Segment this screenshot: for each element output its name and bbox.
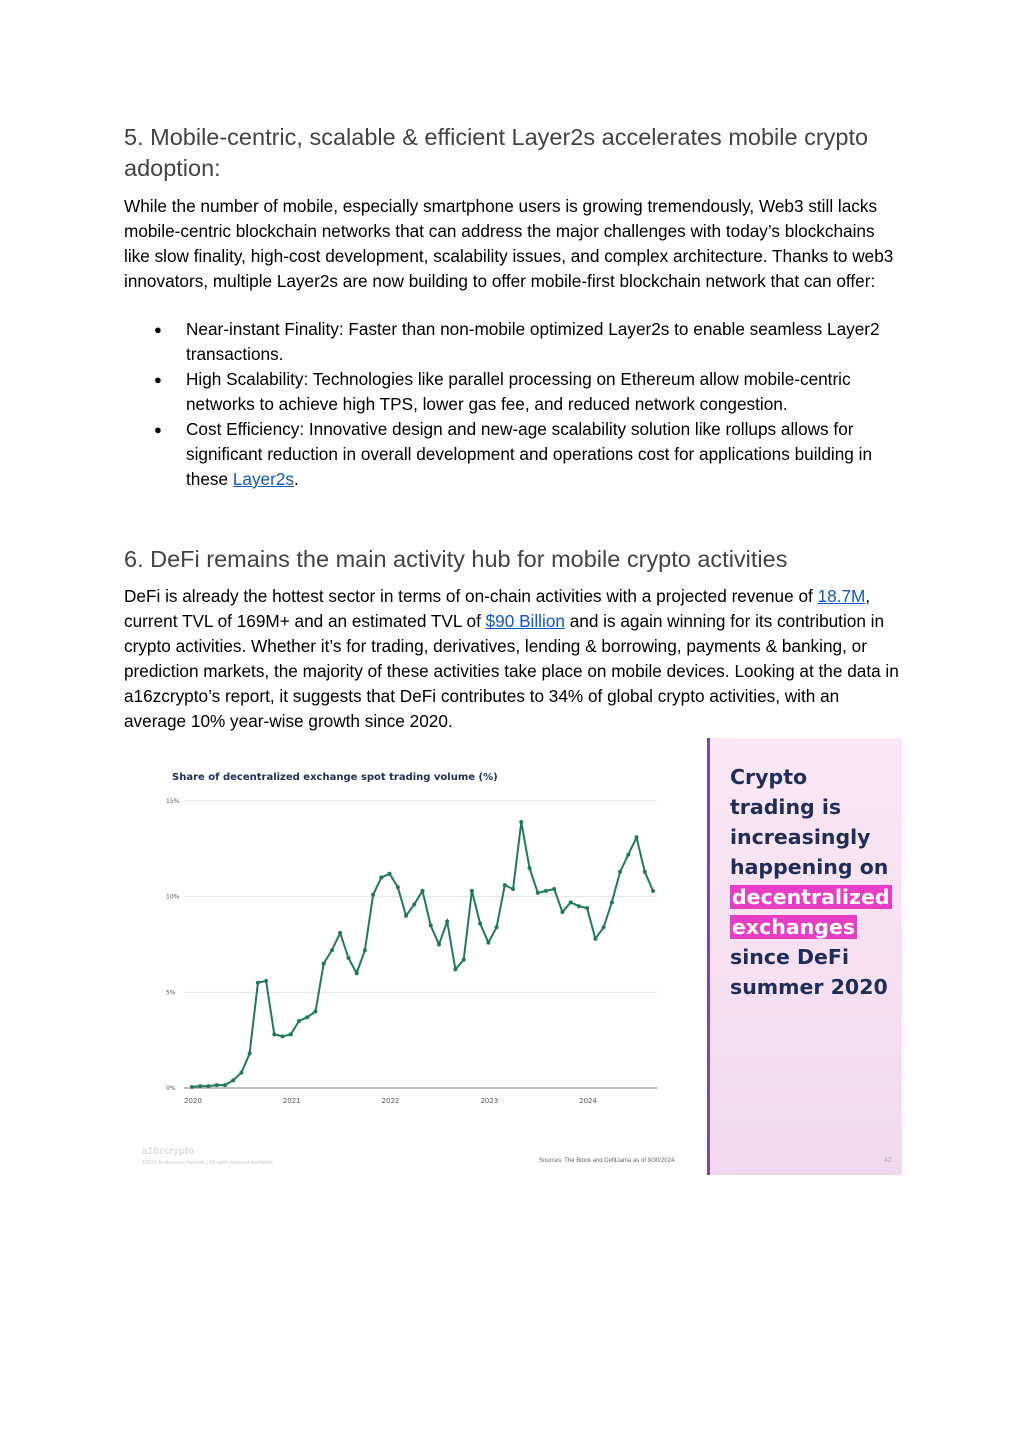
a16zcrypto-logo: a16zcrypto	[142, 1146, 195, 1157]
section6-paragraph	[124, 584, 904, 734]
bullet-dot-icon: ●	[154, 322, 162, 337]
data-point	[371, 893, 375, 897]
data-point	[536, 891, 540, 895]
data-point	[626, 853, 630, 857]
data-point	[511, 887, 515, 891]
bullet-text: Near-instant Finality: Faster than non-mobile optimized Layer2s to enable seamless Layer2 transactions.	[186, 319, 880, 364]
tvl-link[interactable]: $90 Billion	[485, 611, 565, 631]
data-point	[404, 914, 408, 918]
y-tick-label: 15%	[166, 798, 180, 805]
data-point	[429, 923, 433, 927]
data-point	[618, 870, 622, 874]
data-point	[346, 956, 350, 960]
data-point	[388, 872, 392, 876]
data-point	[289, 1032, 293, 1036]
section5-intro: While the number of mobile, especially smartphone users is growing tremendously, Web3 still lacks mobile-centric blockchain networks that can address the major challenges with today’s blockchains like slow finality, high-cost development, scalability issues, and complex architecture. Thanks to web3 innovators, multiple Layer2s are now building to offer mobile-first blockchain network that can offer:	[124, 196, 894, 291]
callout-highlight: exchanges	[732, 915, 856, 939]
data-point	[453, 967, 457, 971]
callout-line: increasingly	[730, 825, 871, 849]
data-point	[462, 958, 466, 962]
bullet-item	[124, 317, 904, 367]
data-point	[544, 889, 548, 893]
data-point	[223, 1083, 227, 1087]
data-point	[215, 1083, 219, 1087]
series-line	[192, 822, 653, 1087]
data-point	[206, 1084, 210, 1088]
bullet-dot-icon: ●	[154, 372, 162, 387]
section6-heading: 6. DeFi remains the main activity hub for mobile crypto activities	[124, 546, 788, 572]
data-point	[569, 900, 573, 904]
section6-text-1: DeFi is already the hottest sector in terms of on-chain activities with a projected revenue of	[124, 586, 818, 606]
data-point	[355, 971, 359, 975]
layer2s-link[interactable]: Layer2s	[232, 469, 294, 489]
data-point	[651, 889, 655, 893]
y-tick-label: 10%	[166, 893, 180, 901]
section6-text-2: , current TVL of 169M+ and an estimated TVL of	[124, 586, 871, 631]
x-tick-label: 2020	[184, 1097, 202, 1105]
callout-text	[730, 762, 900, 1002]
callout-line: summer 2020	[730, 975, 888, 999]
data-point	[486, 941, 490, 945]
data-point	[330, 948, 334, 952]
bullet-item	[124, 417, 904, 492]
data-point	[231, 1078, 235, 1082]
data-point	[528, 866, 532, 870]
data-point	[495, 925, 499, 929]
section5-heading: 5. Mobile-centric, scalable & efficient Layer2s accelerates mobile crypto adoption:	[124, 124, 869, 181]
bullet-text-end: .	[293, 469, 299, 489]
data-point	[305, 1015, 309, 1019]
data-point	[272, 1032, 276, 1036]
data-point	[503, 883, 507, 887]
data-point	[602, 925, 606, 929]
data-point	[635, 835, 639, 839]
data-point	[363, 948, 367, 952]
data-point	[379, 876, 383, 880]
y-tick-label: 5%	[166, 989, 176, 997]
bullet-dot-icon: ●	[154, 422, 162, 437]
data-point	[281, 1034, 285, 1038]
data-point	[437, 943, 441, 947]
data-point	[610, 900, 614, 904]
data-point	[560, 910, 564, 914]
x-tick-label: 2023	[480, 1097, 499, 1105]
dex-share-figure	[124, 738, 902, 1175]
data-point	[593, 937, 597, 941]
data-point	[256, 981, 260, 985]
data-point	[338, 931, 342, 935]
data-point	[322, 962, 326, 966]
data-point	[198, 1084, 202, 1088]
data-point	[313, 1009, 317, 1013]
data-point	[519, 820, 523, 824]
callout-line: Crypto	[730, 765, 808, 789]
data-point	[396, 885, 400, 889]
bullet-item	[124, 367, 904, 417]
data-point	[585, 906, 589, 910]
chart-title: Share of decentralized exchange spot trading volume (%)	[172, 772, 498, 783]
data-point	[421, 889, 425, 893]
x-tick-label: 2021	[282, 1097, 301, 1105]
data-point	[478, 921, 482, 925]
section5-bullet-list	[124, 317, 904, 492]
dex-share-chart	[124, 738, 707, 1175]
data-point	[577, 904, 581, 908]
data-point	[239, 1071, 243, 1075]
y-tick-label: 0%	[166, 1085, 176, 1092]
data-point	[643, 870, 647, 874]
data-point	[445, 920, 449, 924]
data-point	[297, 1019, 301, 1023]
revenue-link[interactable]: 18.7M	[817, 586, 866, 606]
callout-accent-bar	[707, 738, 710, 1175]
chart-source: Sources: The Block and DefiLlama as of 9/30/2024.	[539, 1158, 676, 1164]
callout-line: happening on	[730, 855, 889, 879]
callout-line: since DeFi	[730, 945, 849, 969]
data-point	[248, 1052, 252, 1056]
callout-highlight: decentralized	[732, 885, 890, 909]
x-tick-label: 2024	[579, 1097, 597, 1105]
x-tick-label: 2022	[381, 1097, 400, 1105]
page-number: 42	[884, 1157, 892, 1164]
data-point	[190, 1085, 194, 1089]
data-point	[470, 889, 474, 893]
data-point	[552, 887, 556, 891]
bullet-text: High Scalability: Technologies like parallel processing on Ethereum allow mobile-centric networks to achieve high TPS, lower gas fee, and reduced network congestion.	[186, 369, 851, 414]
data-point	[412, 902, 416, 906]
data-point	[264, 979, 268, 983]
bullet-text: Cost Efficiency: Innovative design and new-age scalability solution like rollups allows for significant reduction in overall development and operations cost for applications building in these	[186, 419, 873, 489]
callout-line: trading is	[730, 795, 842, 819]
section6-text-3: and is again winning for its contribution in crypto activities. Whether it’s for trading, derivatives, lending & borrowing, payments & banking, or prediction markets, the majority of these activities take place on mobile devices. Looking at the data in a16zcrypto’s report, it suggests that DeFi contributes to 34% of global crypto activities, with an average 10% year-wise growth since 2020.	[124, 611, 899, 731]
copyright-text: ©2024 Andreessen Horowitz | All rights reserved worldwide.	[142, 1160, 275, 1166]
